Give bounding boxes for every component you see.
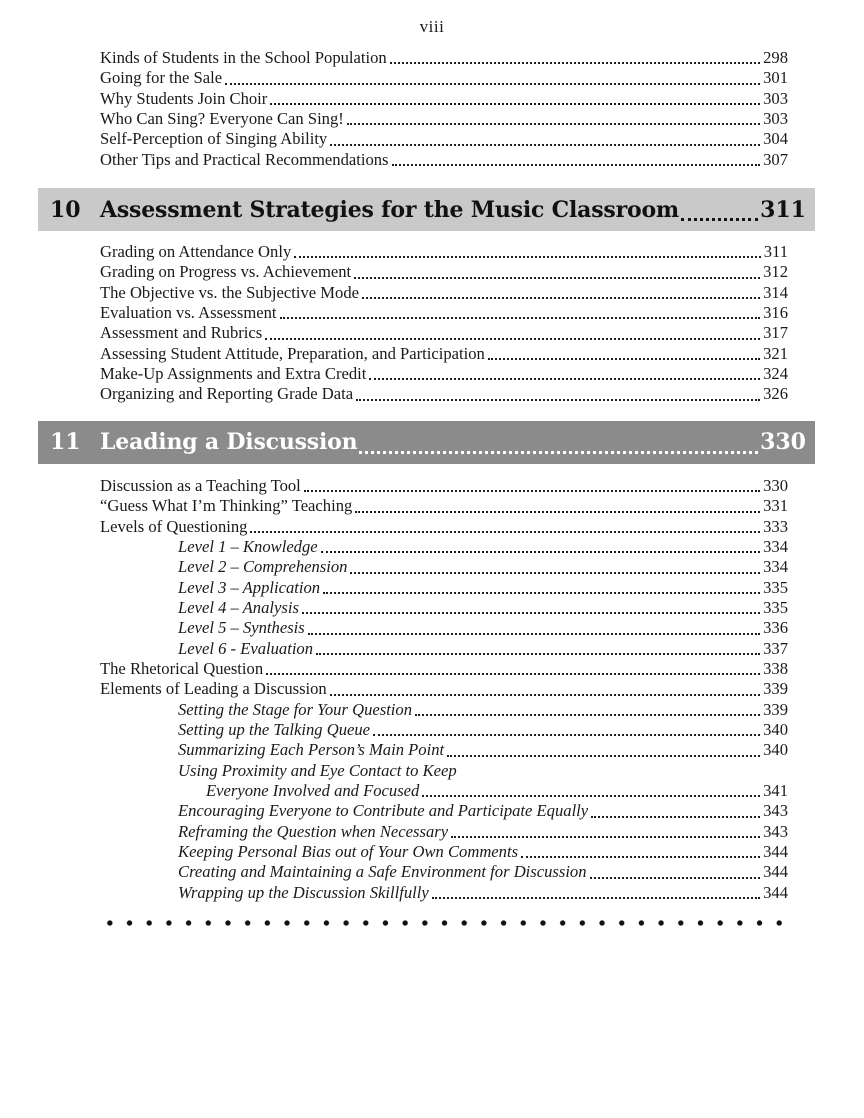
entry-title: Level 2 – Comprehension xyxy=(178,557,348,577)
entry-title: Discussion as a Teaching Tool xyxy=(100,475,301,495)
dot-leader xyxy=(373,734,760,736)
entry-title: Elements of Leading a Discussion xyxy=(100,679,327,699)
toc-subentry-row xyxy=(100,720,788,740)
entry-page-number: 339 xyxy=(763,679,788,699)
dot-leader xyxy=(415,714,760,716)
toc-subentry-row xyxy=(100,700,788,720)
toc-entry-row xyxy=(100,262,788,282)
toc-entry-row xyxy=(100,109,788,129)
chapter-title: Assessment Strategies for the Music Classroom xyxy=(100,196,679,223)
dot-leader xyxy=(250,531,760,533)
dot-leader xyxy=(359,451,758,454)
entry-title: Setting up the Talking Queue xyxy=(178,719,371,739)
entry-page-number: 344 xyxy=(763,862,788,882)
entry-title: Using Proximity and Eye Contact to Keep xyxy=(178,760,457,780)
entry-title: Level 6 - Evaluation xyxy=(178,638,314,658)
dot-leader xyxy=(432,897,760,899)
entry-page-number: 311 xyxy=(763,242,788,262)
entry-page-number: 334 xyxy=(763,557,788,577)
dot-leader xyxy=(330,694,760,696)
entry-title: Levels of Questioning xyxy=(100,516,248,536)
entry-page-number: 303 xyxy=(763,88,788,108)
toc-subentry-row xyxy=(100,883,788,903)
entry-title: Everyone Involved and Focused xyxy=(206,780,420,800)
dot-leader xyxy=(302,612,760,614)
entry-title: The Objective vs. the Subjective Mode xyxy=(100,282,359,302)
entry-page-number: 307 xyxy=(763,149,788,169)
entry-title: “Guess What I’m Thinking” Teaching xyxy=(100,496,353,516)
entry-page-number: 336 xyxy=(763,618,788,638)
toc-entry-row xyxy=(100,679,788,699)
entry-page-number: 338 xyxy=(763,658,788,678)
toc-entry-row xyxy=(100,303,788,323)
toc-entry-row xyxy=(100,364,788,384)
dot-leader xyxy=(362,297,760,299)
entry-title: Reframing the Question when Necessary xyxy=(178,821,449,841)
toc-entry-row xyxy=(100,89,788,109)
entry-title: Self-Perception of Singing Ability xyxy=(100,129,328,149)
entry-page-number: 344 xyxy=(763,842,788,861)
toc-subentry-row xyxy=(100,557,788,577)
entry-page-number: 301 xyxy=(763,68,788,88)
toc-entry-row xyxy=(100,242,788,262)
dot-leader xyxy=(369,378,760,380)
chapter-heading-10 xyxy=(38,188,815,231)
toc-subentry-row-wrapped-second-line xyxy=(100,781,788,801)
toc-subentry-row xyxy=(100,740,788,760)
entry-page-number: 312 xyxy=(763,262,788,282)
dot-leader xyxy=(330,144,760,146)
entry-title: Keeping Personal Bias out of Your Own Comments xyxy=(178,842,519,861)
entry-page-number: 335 xyxy=(763,577,788,597)
dot-leader xyxy=(451,836,760,838)
toc-subentry-row xyxy=(100,639,788,659)
dot-leader xyxy=(681,218,758,221)
toc-entry-row xyxy=(100,517,788,537)
toc-subentry-row xyxy=(100,537,788,557)
entry-title: Why Students Join Choir xyxy=(100,88,268,108)
toc-subentry-row xyxy=(100,862,788,882)
dot-leader xyxy=(265,338,760,340)
dot-leader xyxy=(590,877,761,879)
dot-leader xyxy=(280,317,761,319)
dot-leader xyxy=(356,399,760,401)
toc-entry-row xyxy=(100,48,788,68)
entry-page-number: 326 xyxy=(763,384,788,404)
dot-leader xyxy=(266,673,760,675)
chapter-title: Leading a Discussion xyxy=(100,429,358,456)
entry-page-number: 330 xyxy=(763,475,788,495)
dot-leader xyxy=(308,633,760,635)
entry-page-number: 298 xyxy=(763,48,788,67)
toc-entry-row xyxy=(100,384,788,404)
dot-leader xyxy=(422,795,760,797)
toc-subentry-row-wrapped-first-line xyxy=(100,761,788,781)
entry-title: Wrapping up the Discussion Skillfully xyxy=(178,882,429,902)
chapter-number: 11 xyxy=(50,429,81,456)
entry-page-number: 341 xyxy=(763,780,788,800)
separator-dots xyxy=(100,918,790,928)
entry-page-number: 340 xyxy=(763,719,788,739)
toc-content xyxy=(0,48,864,928)
entry-title: Going for the Sale xyxy=(100,68,223,88)
dot-leader xyxy=(354,277,760,279)
entry-title: Level 1 – Knowledge xyxy=(178,536,318,556)
toc-group-1 xyxy=(0,48,864,170)
chapter-heading-11 xyxy=(38,421,815,464)
entry-title: Summarizing Each Person’s Main Point xyxy=(178,740,445,760)
toc-entry-row xyxy=(100,496,788,516)
entry-page-number: 317 xyxy=(763,323,788,343)
entry-title: Assessment and Rubrics xyxy=(100,323,263,343)
entry-page-number: 324 xyxy=(763,364,788,384)
dot-leader xyxy=(447,755,760,757)
entry-title: Encouraging Everyone to Contribute and Participate Equally xyxy=(178,801,589,821)
entry-page-number: 304 xyxy=(763,129,788,149)
entry-page-number: 343 xyxy=(763,801,788,821)
dot-leader xyxy=(321,551,760,553)
dot-leader xyxy=(390,62,760,64)
dot-leader xyxy=(225,83,760,85)
entry-page-number: 343 xyxy=(763,821,788,841)
entry-title: Assessing Student Attitude, Preparation, and Participation xyxy=(100,343,485,363)
entry-page-number: 331 xyxy=(763,496,788,516)
toc-subentry-row xyxy=(100,842,788,862)
entry-title: Grading on Progress vs. Achievement xyxy=(100,262,352,282)
entry-title: Who Can Sing? Everyone Can Sing! xyxy=(100,109,344,129)
entry-title: Other Tips and Practical Recommendations xyxy=(100,149,389,169)
entry-page-number: 337 xyxy=(763,638,788,658)
entry-title: Make-Up Assignments and Extra Credit xyxy=(100,364,367,384)
entry-page-number: 344 xyxy=(763,882,788,902)
entry-page-number: 340 xyxy=(763,740,788,760)
entry-title: Creating and Maintaining a Safe Environment for Discussion xyxy=(178,862,587,882)
entry-title: Evaluation vs. Assessment xyxy=(100,303,277,323)
entry-title: Level 5 – Synthesis xyxy=(178,618,305,638)
entry-page-number: 339 xyxy=(763,699,788,719)
toc-entry-row xyxy=(100,476,788,496)
toc-entry-row xyxy=(100,129,788,149)
entry-page-number: 333 xyxy=(763,516,788,536)
dot-leader xyxy=(355,511,760,513)
entry-page-number: 314 xyxy=(763,282,788,302)
chapter-number: 10 xyxy=(50,196,81,223)
chapter-page-number: 330 xyxy=(760,429,806,456)
dot-leader xyxy=(591,816,760,818)
toc-entry-row xyxy=(100,659,788,679)
dot-leader xyxy=(392,164,761,166)
entry-title: Organizing and Reporting Grade Data xyxy=(100,384,354,404)
entry-page-number: 334 xyxy=(763,536,788,556)
dot-leader xyxy=(294,256,760,258)
entry-title: Level 4 – Analysis xyxy=(178,597,299,617)
entry-title: Grading on Attendance Only xyxy=(100,242,292,262)
entry-page-number: 321 xyxy=(763,343,788,363)
toc-entry-row xyxy=(100,323,788,343)
entry-page-number: 316 xyxy=(763,303,788,323)
dot-leader xyxy=(521,856,760,858)
entry-title: Setting the Stage for Your Question xyxy=(178,699,413,719)
toc-group-2 xyxy=(0,242,864,405)
dot-leader xyxy=(350,572,760,574)
entry-title: Level 3 – Application xyxy=(178,577,321,597)
toc-entry-row xyxy=(100,68,788,88)
toc-group-3 xyxy=(0,476,864,903)
dot-leader xyxy=(488,358,760,360)
toc-subentry-row xyxy=(100,578,788,598)
toc-subentry-row xyxy=(100,801,788,821)
entry-title: The Rhetorical Question xyxy=(100,658,264,678)
dot-leader xyxy=(347,123,760,125)
dot-leader xyxy=(323,592,760,594)
toc-entry-row xyxy=(100,283,788,303)
toc-subentry-row xyxy=(100,822,788,842)
dot-leader xyxy=(316,653,760,655)
toc-entry-row xyxy=(100,150,788,170)
toc-subentry-row xyxy=(100,598,788,618)
toc-subentry-row xyxy=(100,618,788,638)
entry-title: Kinds of Students in the School Population xyxy=(100,48,387,67)
folio-page-number: viii xyxy=(419,17,445,36)
dot-leader xyxy=(270,103,760,105)
entry-page-number: 303 xyxy=(763,109,788,129)
entry-page-number: 335 xyxy=(763,597,788,617)
toc-entry-row xyxy=(100,344,788,364)
dot-leader xyxy=(304,490,760,492)
chapter-page-number: 311 xyxy=(760,196,806,223)
